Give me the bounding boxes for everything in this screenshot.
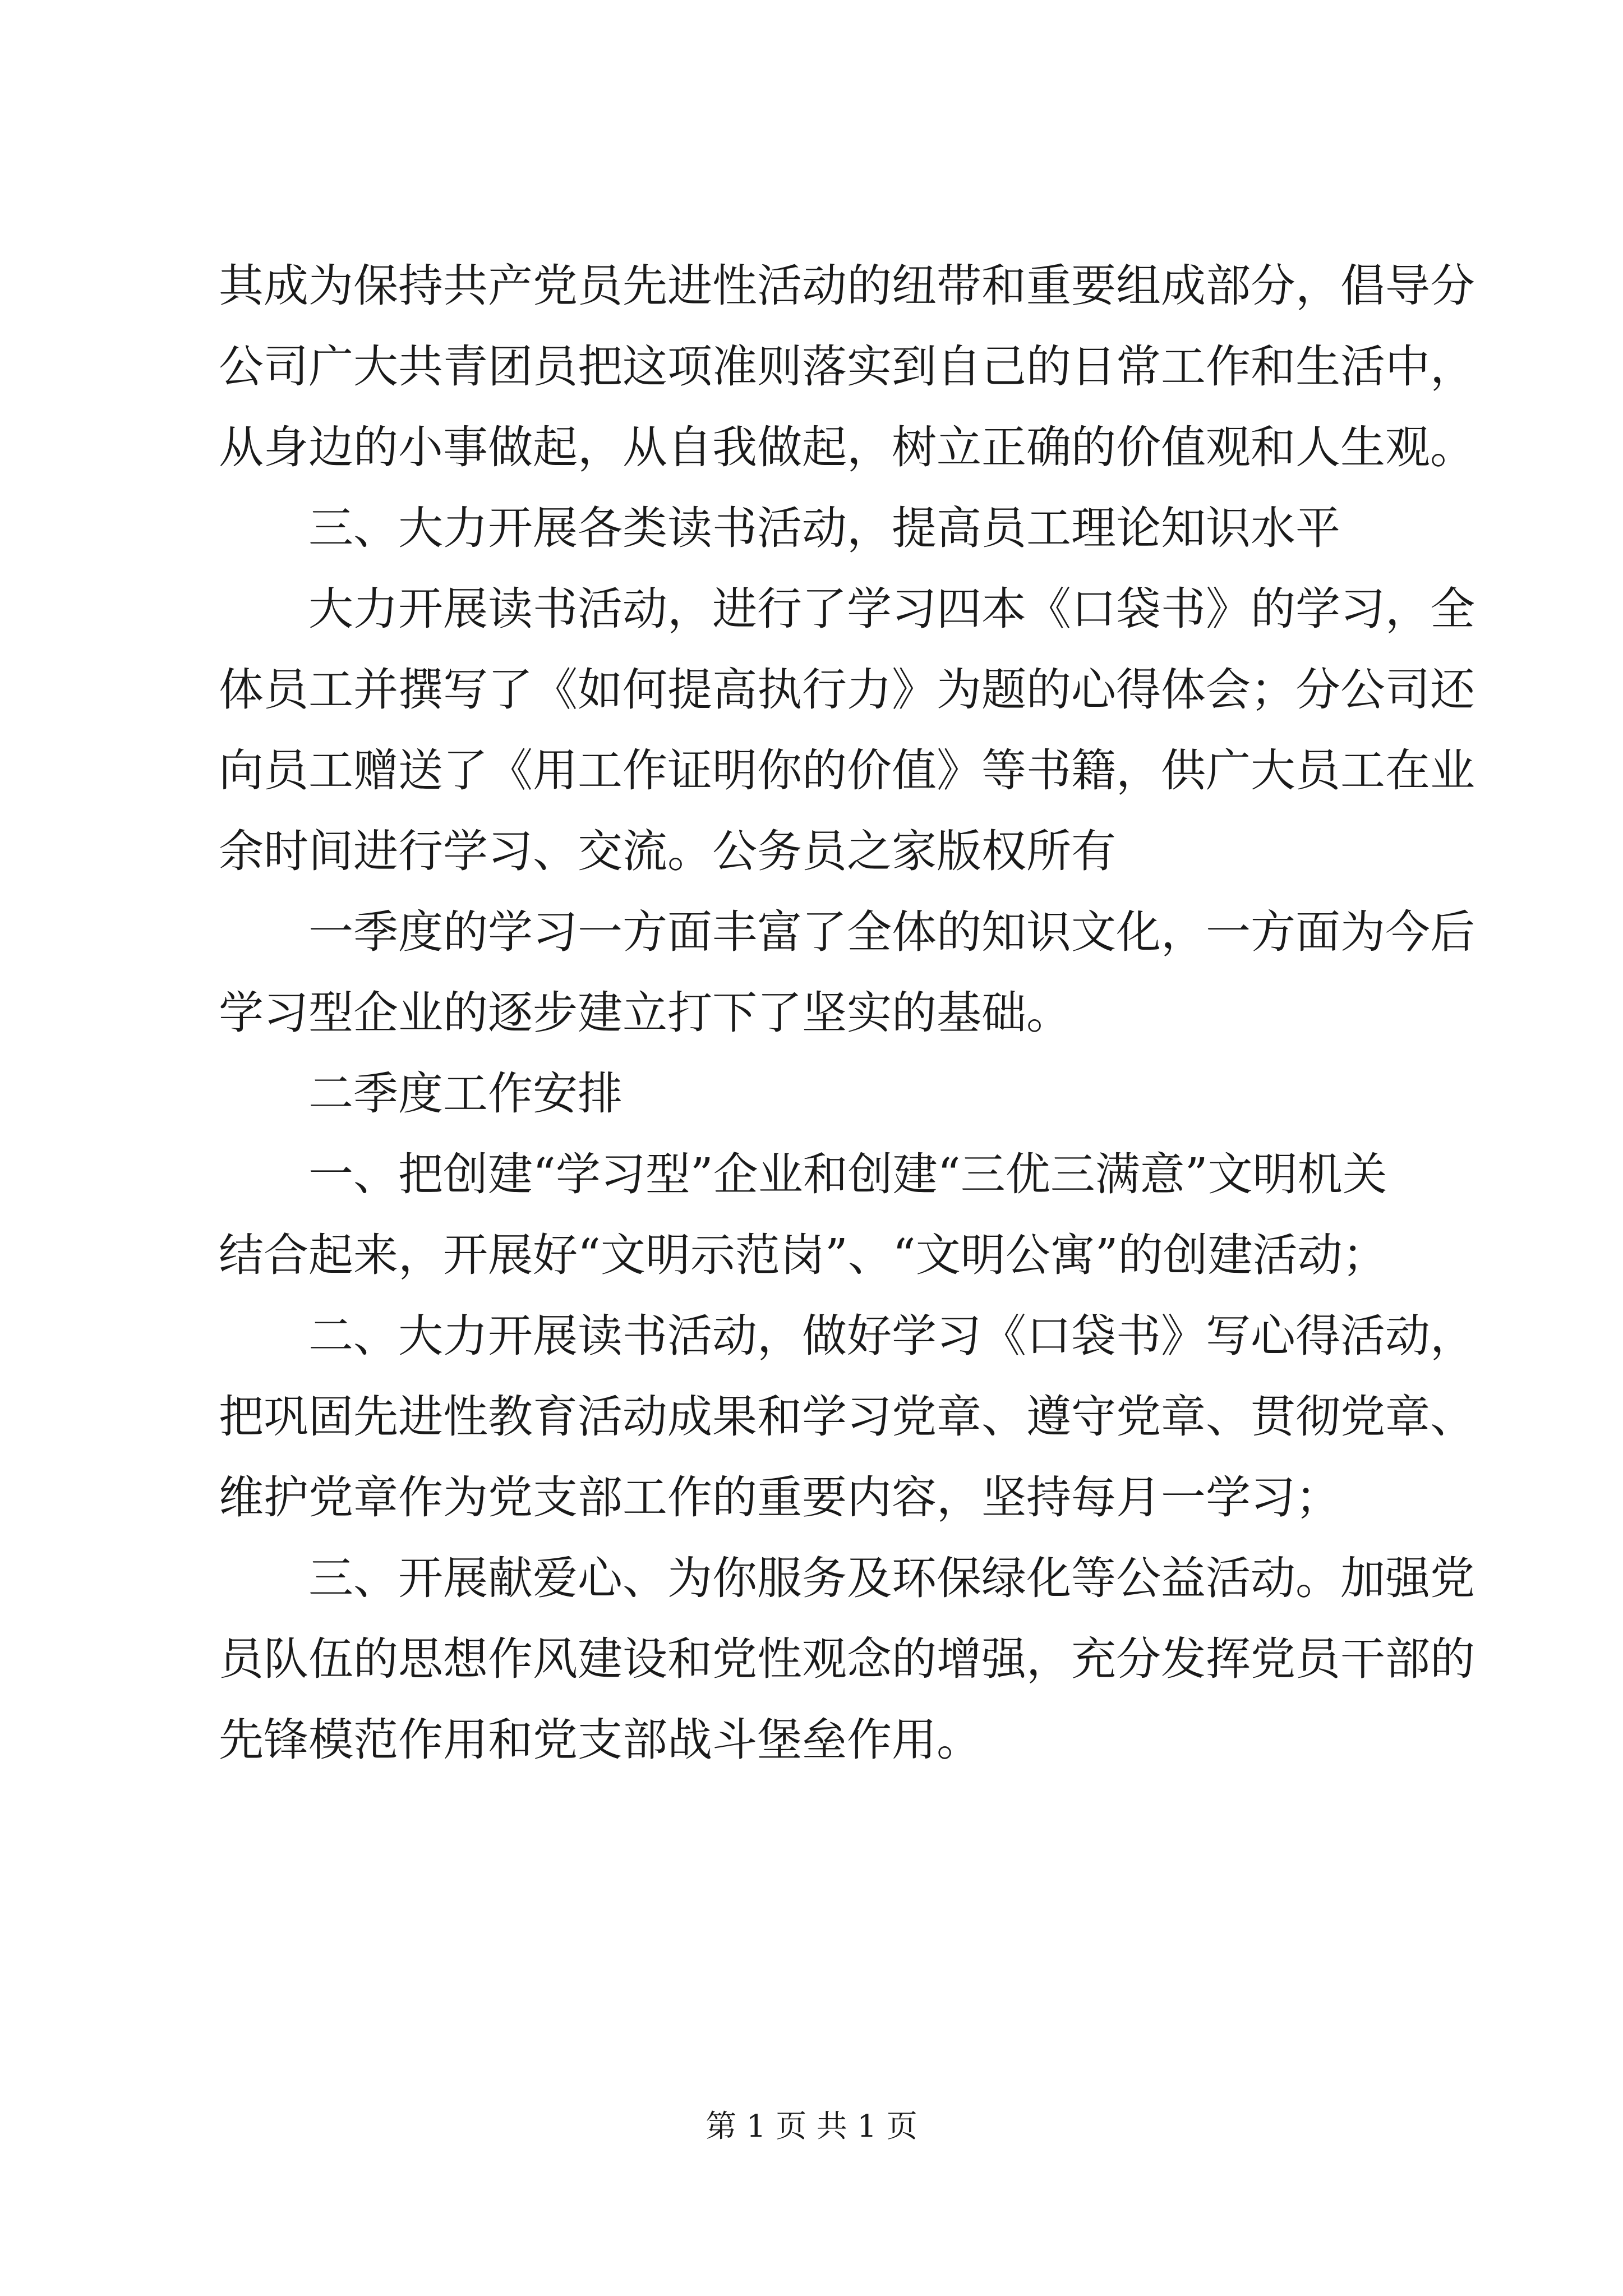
text-line: 余时间进行学习、交流。公务员之家版权所有	[219, 825, 1116, 877]
text-line: 其成为保持共产党员先进性活动的纽带和重要组成部分，倡导分	[219, 260, 1475, 312]
text-line: 二、大力开展读书活动，做好学习《口袋书》写心得活动，	[219, 1310, 1475, 1362]
text-line: 结合起来，开展好“文明示范岗”、“文明公寓”的创建活动；	[219, 1229, 1387, 1281]
text-line: 先锋模范作用和党支部战斗堡垒作用。	[219, 1714, 981, 1766]
text-line: 一、把创建“学习型”企业和创建“三优三满意”文明机关	[219, 1148, 1387, 1200]
text-line: 员队伍的思想作风建设和党性观念的增强，充分发挥党员干部的	[219, 1633, 1475, 1685]
body-text	[219, 246, 1475, 1780]
text-line: 学习型企业的逐步建立打下了坚实的基础。	[219, 987, 1071, 1039]
text-line: 大力开展读书活动，进行了学习四本《口袋书》的学习，全	[219, 583, 1475, 635]
text-line: 三、开展献爱心、为你服务及环保绿化等公益活动。加强党	[219, 1552, 1475, 1604]
section-heading: 二季度工作安排	[219, 1068, 623, 1120]
text-line: 从身边的小事做起，从自我做起，树立正确的价值观和人生观。	[219, 421, 1475, 473]
page-number-footer: 第 1 页 共 1 页	[706, 2108, 917, 2144]
text-line: 把巩固先进性教育活动成果和学习党章、遵守党章、贯彻党章、	[219, 1391, 1475, 1443]
text-line: 一季度的学习一方面丰富了全体的知识文化，一方面为今后	[219, 906, 1475, 958]
text-line: 向员工赠送了《用工作证明你的价值》等书籍，供广大员工在业	[219, 744, 1475, 797]
section-heading: 三、大力开展各类读书活动，提高员工理论知识水平	[219, 502, 1340, 554]
text-line: 公司广大共青团员把这项准则落实到自己的日常工作和生活中，	[219, 341, 1475, 393]
text-line: 体员工并撰写了《如何提高执行力》为题的心得体会；分公司还	[219, 664, 1475, 716]
text-line: 维护党章作为党支部工作的重要内容，坚持每月一学习；	[219, 1471, 1340, 1524]
